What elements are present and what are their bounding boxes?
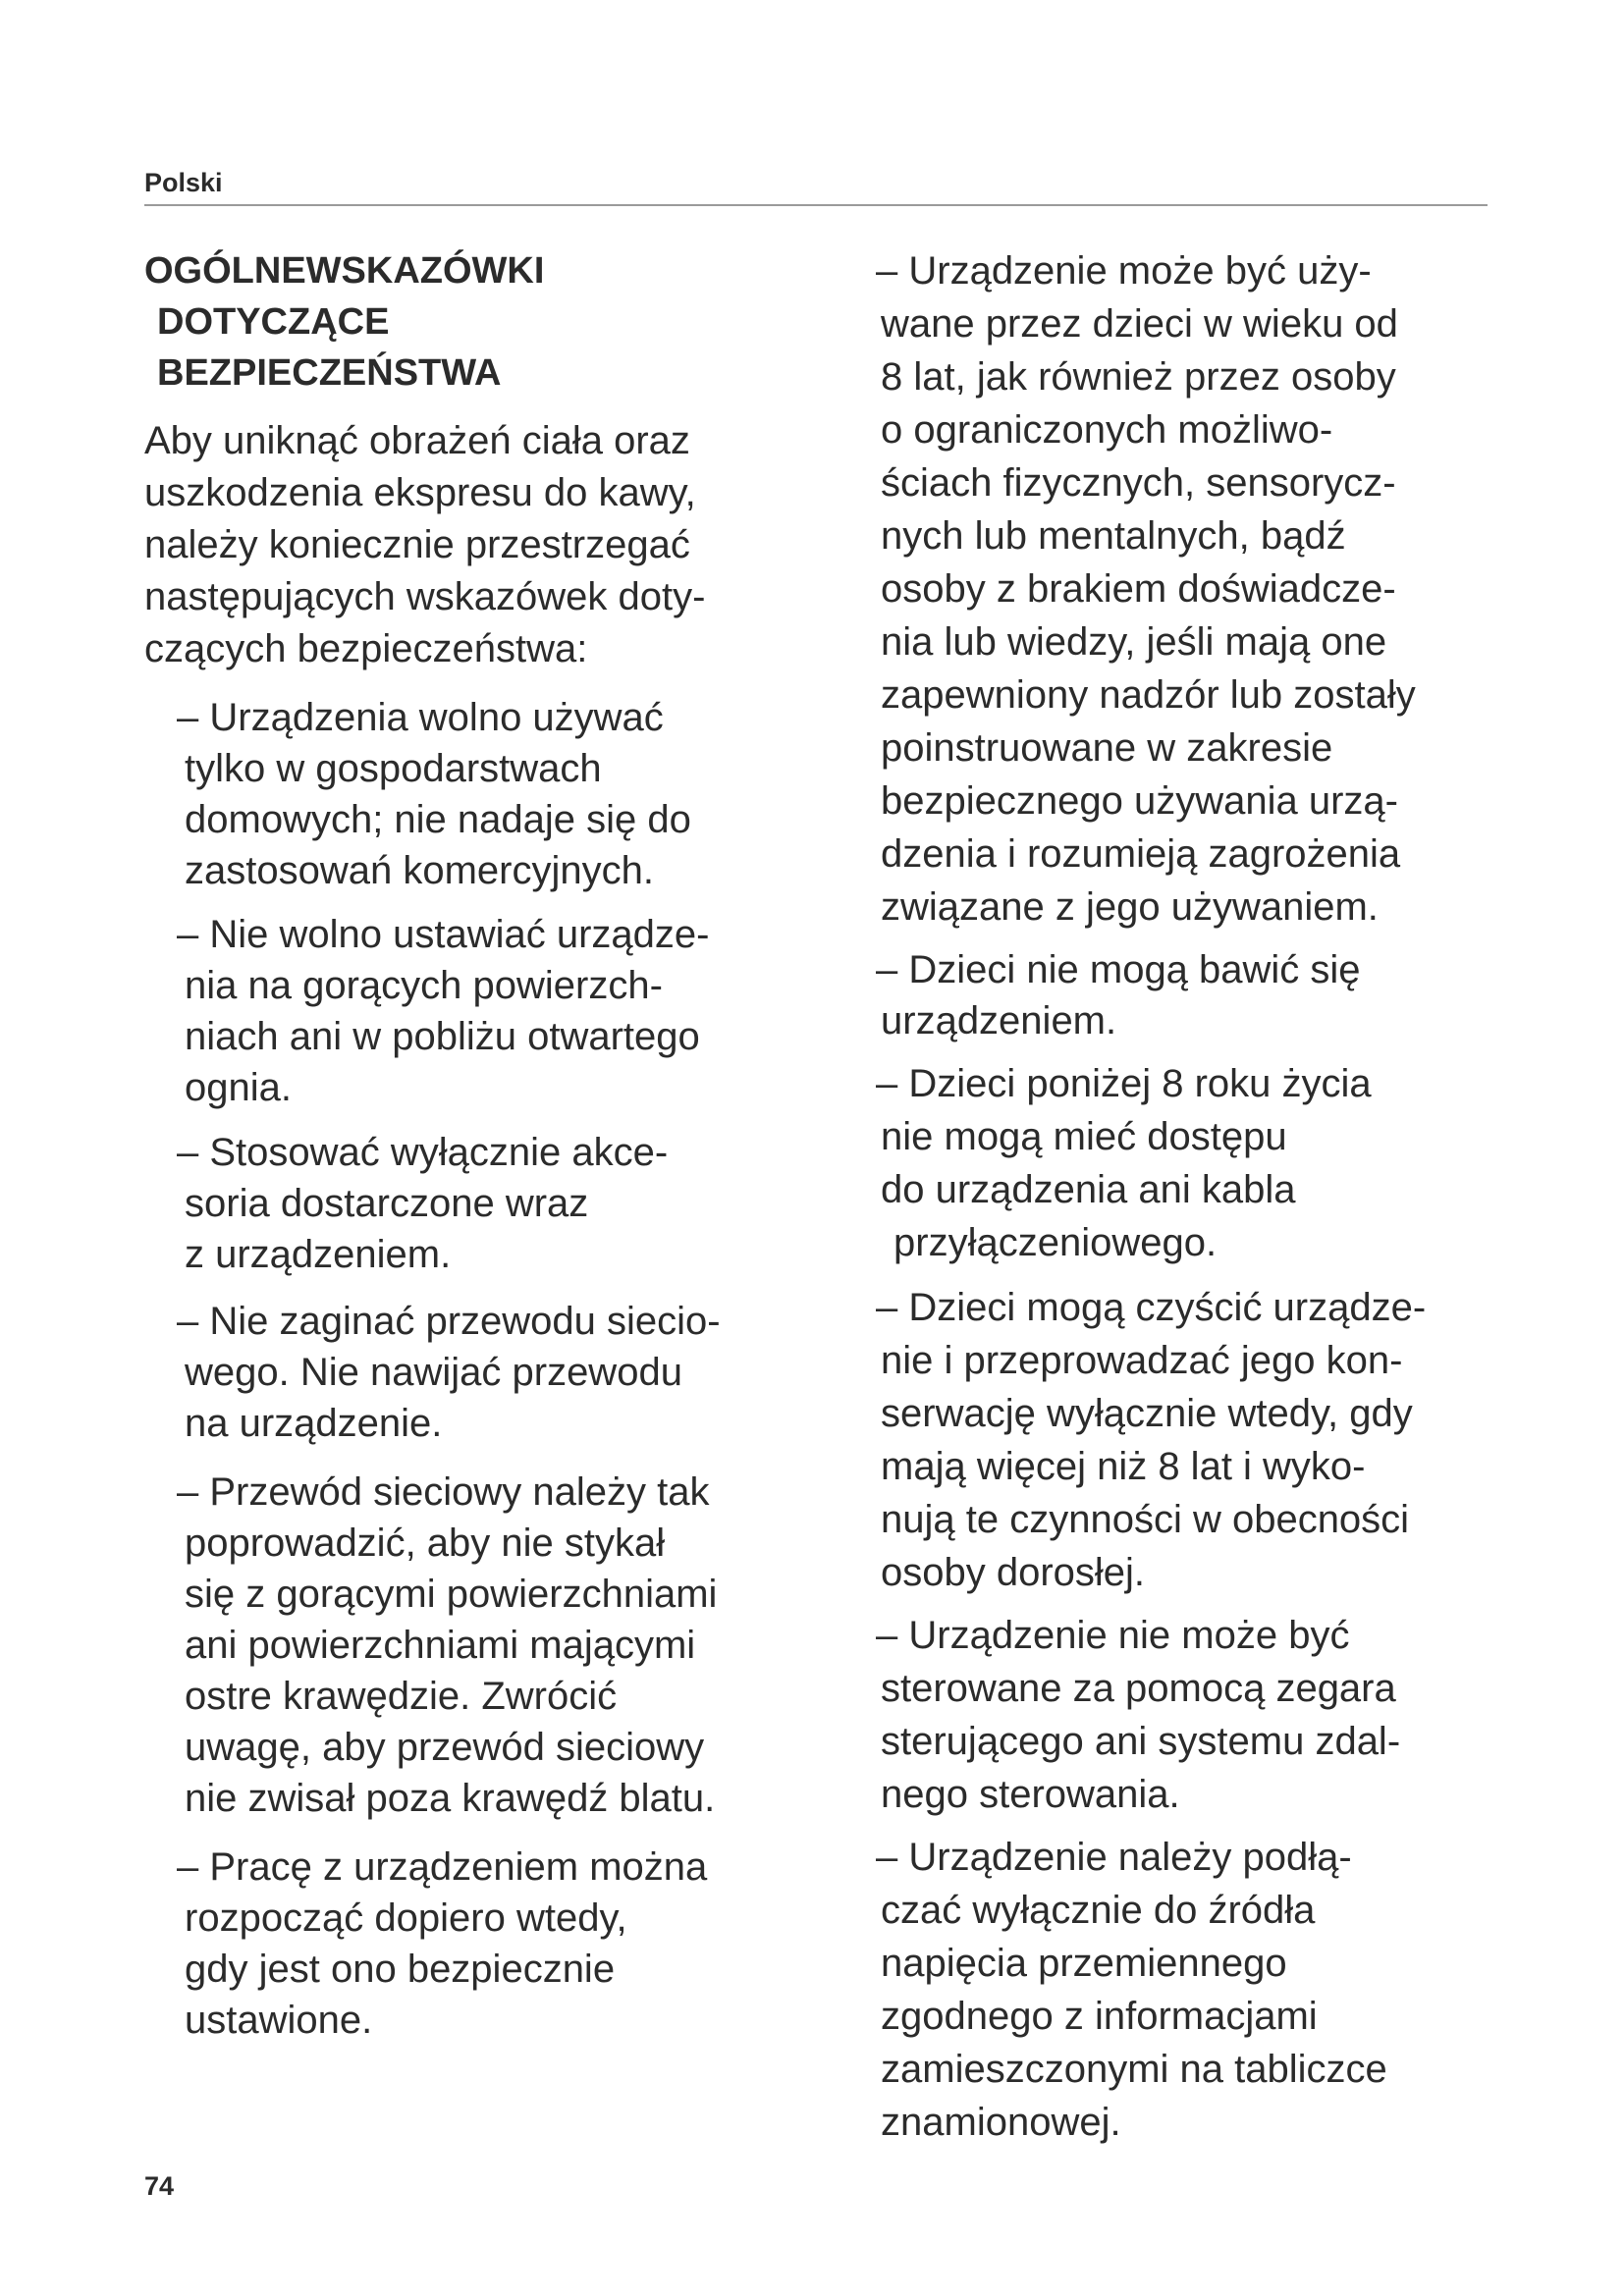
right-item-line: – Dzieci nie mogą bawić się	[876, 948, 1361, 991]
heading-line: BEZPIECZEŃSTWA	[157, 352, 502, 394]
right-item-line: związane z jego używaniem.	[881, 885, 1379, 929]
right-item-line: nego sterowania.	[881, 1773, 1180, 1816]
right-item-line: – Dzieci mogą czyścić urządze-	[876, 1286, 1427, 1329]
right-item-line: sterującego ani systemu zdal-	[881, 1720, 1401, 1763]
intro-line: Aby uniknąć obrażeń ciała oraz	[144, 419, 690, 462]
left-item-line: ani powierzchniami mającymi	[185, 1624, 696, 1667]
left-item-line: tylko w gospodarstwach	[185, 747, 602, 790]
left-item-line: – Przewód sieciowy należy tak	[177, 1470, 710, 1514]
left-item-line: domowych; nie nadaje się do	[185, 798, 691, 841]
header-rule	[144, 204, 1488, 206]
left-item-line: poprowadzić, aby nie stykał	[185, 1522, 666, 1565]
right-item-line: serwację wyłącznie wtedy, gdy	[881, 1392, 1413, 1435]
section-label: Polski	[144, 168, 223, 197]
intro-line: uszkodzenia ekspresu do kawy,	[144, 471, 696, 514]
right-item-line: do urządzenia ani kabla	[881, 1168, 1296, 1211]
right-item-line: przyłączeniowego.	[893, 1221, 1218, 1264]
right-item-line: nie mogą mieć dostępu	[881, 1115, 1287, 1158]
left-item-line: zastosowań komercyjnych.	[185, 849, 654, 892]
right-item-line: czać wyłącznie do źródła	[881, 1889, 1316, 1932]
left-item-line: ostre krawędzie. Zwrócić	[185, 1675, 618, 1718]
left-item-line: się z gorącymi powierzchniami	[185, 1573, 718, 1616]
right-item-line: poinstruowane w zakresie	[881, 726, 1333, 770]
right-item-line: dzenia i rozumieją zagrożenia	[881, 832, 1401, 876]
left-item-line: soria dostarczone wraz	[185, 1182, 589, 1225]
left-item-line: na urządzenie.	[185, 1402, 443, 1445]
right-item-line: bezpiecznego używania urzą-	[881, 779, 1398, 823]
heading-line: OGÓLNEWSKAZÓWKI	[144, 250, 545, 292]
left-item-line: ustawione.	[185, 1999, 373, 2042]
right-item-line: zamieszczonymi na tabliczce	[881, 2048, 1387, 2091]
right-item-line: mają więcej niż 8 lat i wyko-	[881, 1445, 1366, 1488]
right-item-line: nują te czynności w obecności	[881, 1498, 1410, 1541]
left-item-line: – Nie zaginać przewodu siecio-	[177, 1300, 721, 1343]
right-item-line: osoby z brakiem doświadcze-	[881, 567, 1396, 611]
right-item-line: sterowane za pomocą zegara	[881, 1667, 1396, 1710]
left-item-line: rozpocząć dopiero wtedy,	[185, 1896, 627, 1940]
right-item-line: zgodnego z informacjami	[881, 1995, 1318, 2038]
right-item-line: – Urządzenie należy podłą-	[876, 1836, 1352, 1879]
right-item-line: nie i przeprowadzać jego kon-	[881, 1339, 1403, 1382]
left-item-line: wego. Nie nawijać przewodu	[185, 1351, 682, 1394]
right-item-line: 8 lat, jak również przez osoby	[881, 355, 1396, 399]
left-item-line: uwagę, aby przewód sieciowy	[185, 1726, 705, 1769]
intro-line: czących bezpieczeństwa:	[144, 627, 588, 670]
left-item-line: ognia.	[185, 1066, 292, 1109]
intro-line: następujących wskazówek doty-	[144, 575, 706, 618]
right-item-line: zapewniony nadzór lub zostały	[881, 673, 1416, 717]
right-item-line: ściach fizycznych, sensorycz-	[881, 461, 1396, 505]
left-item-line: – Stosować wyłącznie akce-	[177, 1131, 669, 1174]
left-item-line: z urządzeniem.	[185, 1233, 452, 1276]
right-item-line: nych lub mentalnych, bądź	[881, 514, 1346, 558]
right-item-line: – Urządzenie nie może być	[876, 1614, 1350, 1657]
page-number: 74	[144, 2171, 175, 2201]
right-item-line: osoby dorosłej.	[881, 1551, 1146, 1594]
left-item-line: niach ani w pobliżu otwartego	[185, 1015, 700, 1058]
heading-line: DOTYCZĄCE	[157, 301, 390, 343]
left-item-line: nia na gorących powierzch-	[185, 964, 663, 1007]
intro-line: należy koniecznie przestrzegać	[144, 523, 690, 566]
right-item-line: napięcia przemiennego	[881, 1942, 1287, 1985]
right-item-line: – Urządzenie może być uży-	[876, 249, 1372, 293]
right-item-line: – Dzieci poniżej 8 roku życia	[876, 1062, 1372, 1105]
left-item-line: nie zwisał poza krawędź blatu.	[185, 1777, 716, 1820]
left-item-line: gdy jest ono bezpiecznie	[185, 1948, 616, 1991]
right-item-line: nia lub wiedzy, jeśli mają one	[881, 620, 1387, 664]
right-item-line: znamionowej.	[881, 2101, 1121, 2144]
left-item-line: – Pracę z urządzeniem można	[177, 1845, 708, 1889]
right-item-line: urządzeniem.	[881, 999, 1117, 1042]
left-item-line: – Urządzenia wolno używać	[177, 696, 664, 739]
right-item-line: o ograniczonych możliwo-	[881, 408, 1333, 452]
left-item-line: – Nie wolno ustawiać urządze-	[177, 913, 710, 956]
right-item-line: wane przez dzieci w wieku od	[881, 302, 1398, 346]
